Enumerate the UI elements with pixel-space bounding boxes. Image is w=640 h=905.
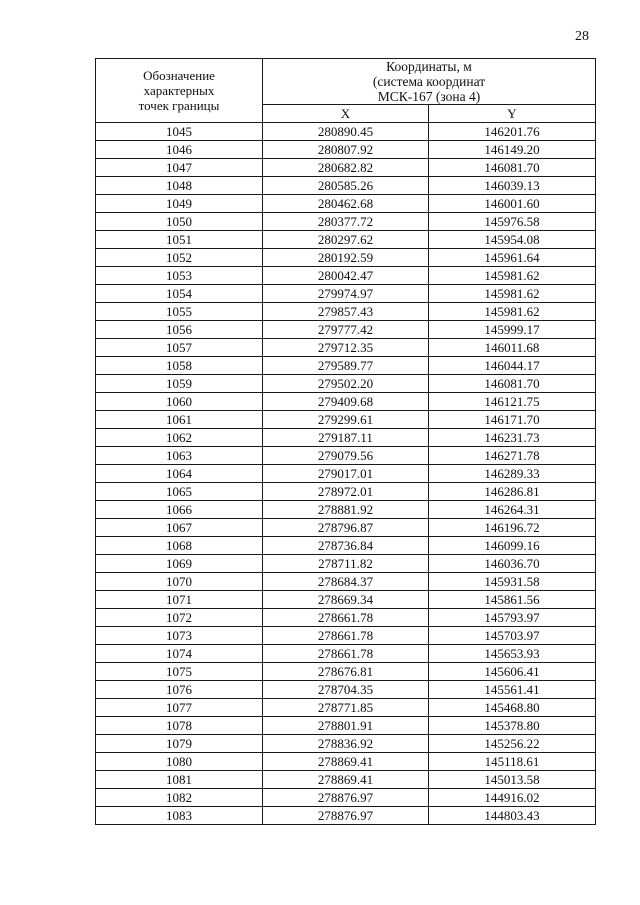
table-row	[96, 123, 596, 141]
table-row	[96, 411, 596, 429]
y-coordinate-cell: 146231.73	[429, 429, 596, 447]
x-coordinate-cell: 280682.82	[263, 159, 429, 177]
x-coordinate-cell: 279187.11	[263, 429, 429, 447]
point-id-cell: 1045	[96, 123, 263, 141]
point-id-cell: 1052	[96, 249, 263, 267]
y-coordinate-cell: 146081.70	[429, 159, 596, 177]
x-coordinate-cell: 278801.91	[263, 717, 429, 735]
table-row	[96, 699, 596, 717]
table-row	[96, 735, 596, 753]
point-id-cell: 1051	[96, 231, 263, 249]
point-id-cell: 1064	[96, 465, 263, 483]
y-coordinate-cell: 146081.70	[429, 375, 596, 393]
coordinates-header	[263, 59, 596, 105]
x-coordinate-cell: 280042.47	[263, 267, 429, 285]
point-id-cell: 1050	[96, 213, 263, 231]
point-id-cell: 1067	[96, 519, 263, 537]
table-row	[96, 177, 596, 195]
point-id-cell: 1046	[96, 141, 263, 159]
point-header-line: точек границы	[138, 98, 220, 113]
point-id-cell: 1069	[96, 555, 263, 573]
point-id-cell: 1081	[96, 771, 263, 789]
y-coordinate-cell: 145961.64	[429, 249, 596, 267]
x-column-header: X	[263, 105, 429, 123]
x-coordinate-cell: 278881.92	[263, 501, 429, 519]
x-coordinate-cell: 278972.01	[263, 483, 429, 501]
point-id-cell: 1061	[96, 411, 263, 429]
y-coordinate-cell: 146036.70	[429, 555, 596, 573]
y-coordinate-cell: 145013.58	[429, 771, 596, 789]
point-id-cell: 1079	[96, 735, 263, 753]
point-designation-header	[96, 59, 263, 123]
point-id-cell: 1063	[96, 447, 263, 465]
y-coordinate-cell: 145981.62	[429, 285, 596, 303]
y-coordinate-cell: 145468.80	[429, 699, 596, 717]
table-row	[96, 573, 596, 591]
x-coordinate-cell: 279299.61	[263, 411, 429, 429]
table-row	[96, 537, 596, 555]
coords-header-line: (система координат	[372, 74, 486, 89]
point-id-cell: 1065	[96, 483, 263, 501]
point-id-cell: 1074	[96, 645, 263, 663]
table-row	[96, 663, 596, 681]
x-coordinate-cell: 280192.59	[263, 249, 429, 267]
point-id-cell: 1059	[96, 375, 263, 393]
table-row	[96, 267, 596, 285]
y-coordinate-cell: 146121.75	[429, 393, 596, 411]
y-coordinate-cell: 145256.22	[429, 735, 596, 753]
y-coordinate-cell: 144916.02	[429, 789, 596, 807]
x-coordinate-cell: 278869.41	[263, 771, 429, 789]
point-id-cell: 1070	[96, 573, 263, 591]
y-coordinate-cell: 145999.17	[429, 321, 596, 339]
x-coordinate-cell: 279777.42	[263, 321, 429, 339]
y-coordinate-cell: 145118.61	[429, 753, 596, 771]
point-id-cell: 1078	[96, 717, 263, 735]
table-row	[96, 807, 596, 825]
x-coordinate-cell: 280297.62	[263, 231, 429, 249]
table-row	[96, 555, 596, 573]
y-coordinate-cell: 146039.13	[429, 177, 596, 195]
point-id-cell: 1055	[96, 303, 263, 321]
point-id-cell: 1048	[96, 177, 263, 195]
point-id-cell: 1072	[96, 609, 263, 627]
table-row	[96, 231, 596, 249]
x-coordinate-cell: 278711.82	[263, 555, 429, 573]
x-coordinate-cell: 279857.43	[263, 303, 429, 321]
x-coordinate-cell: 278736.84	[263, 537, 429, 555]
x-coordinate-cell: 278876.97	[263, 789, 429, 807]
table-row	[96, 447, 596, 465]
x-coordinate-cell: 279079.56	[263, 447, 429, 465]
x-coordinate-cell: 278869.41	[263, 753, 429, 771]
y-coordinate-cell: 145561.41	[429, 681, 596, 699]
table-row	[96, 519, 596, 537]
x-coordinate-cell: 278876.97	[263, 807, 429, 825]
y-coordinate-cell: 146001.60	[429, 195, 596, 213]
point-id-cell: 1056	[96, 321, 263, 339]
table-row	[96, 375, 596, 393]
y-coordinate-cell: 146011.68	[429, 339, 596, 357]
point-id-cell: 1071	[96, 591, 263, 609]
point-id-cell: 1075	[96, 663, 263, 681]
x-coordinate-cell: 279409.68	[263, 393, 429, 411]
table-row	[96, 141, 596, 159]
point-id-cell: 1062	[96, 429, 263, 447]
table-row	[96, 789, 596, 807]
y-coordinate-cell: 146099.16	[429, 537, 596, 555]
table-row	[96, 627, 596, 645]
point-id-cell: 1082	[96, 789, 263, 807]
point-header-line: характерных	[143, 83, 215, 98]
y-coordinate-cell: 145378.80	[429, 717, 596, 735]
point-id-cell: 1060	[96, 393, 263, 411]
point-id-cell: 1053	[96, 267, 263, 285]
x-coordinate-cell: 278704.35	[263, 681, 429, 699]
point-id-cell: 1057	[96, 339, 263, 357]
table-row	[96, 501, 596, 519]
table-row	[96, 717, 596, 735]
point-id-cell: 1077	[96, 699, 263, 717]
y-coordinate-cell: 146271.78	[429, 447, 596, 465]
point-id-cell: 1049	[96, 195, 263, 213]
y-coordinate-cell: 145703.97	[429, 627, 596, 645]
table-row	[96, 429, 596, 447]
table-row	[96, 339, 596, 357]
y-coordinate-cell: 146171.70	[429, 411, 596, 429]
table-row	[96, 645, 596, 663]
y-coordinate-cell: 146201.76	[429, 123, 596, 141]
point-id-cell: 1080	[96, 753, 263, 771]
y-coordinate-cell: 145954.08	[429, 231, 596, 249]
x-coordinate-cell: 279017.01	[263, 465, 429, 483]
x-coordinate-cell: 278771.85	[263, 699, 429, 717]
y-coordinate-cell: 144803.43	[429, 807, 596, 825]
table-row	[96, 285, 596, 303]
table-row	[96, 159, 596, 177]
table-row	[96, 357, 596, 375]
x-coordinate-cell: 278796.87	[263, 519, 429, 537]
x-coordinate-cell: 278684.37	[263, 573, 429, 591]
y-coordinate-cell: 145793.97	[429, 609, 596, 627]
table-body	[96, 123, 596, 825]
x-coordinate-cell: 278836.92	[263, 735, 429, 753]
x-coordinate-cell: 280890.45	[263, 123, 429, 141]
y-coordinate-cell: 146289.33	[429, 465, 596, 483]
point-header-line: Обозначение	[143, 68, 215, 83]
page-number: 28	[575, 29, 589, 44]
x-coordinate-cell: 280377.72	[263, 213, 429, 231]
y-coordinate-cell: 146264.31	[429, 501, 596, 519]
table-row	[96, 483, 596, 501]
y-coordinate-cell: 146196.72	[429, 519, 596, 537]
y-coordinate-cell: 146044.17	[429, 357, 596, 375]
point-id-cell: 1076	[96, 681, 263, 699]
x-coordinate-cell: 280807.92	[263, 141, 429, 159]
y-coordinate-cell: 145981.62	[429, 303, 596, 321]
y-coordinate-cell: 145981.62	[429, 267, 596, 285]
table-row	[96, 195, 596, 213]
x-coordinate-cell: 278669.34	[263, 591, 429, 609]
table-row	[96, 303, 596, 321]
table-row	[96, 249, 596, 267]
table-row	[96, 213, 596, 231]
table-row	[96, 591, 596, 609]
point-id-cell: 1068	[96, 537, 263, 555]
point-id-cell: 1058	[96, 357, 263, 375]
point-id-cell: 1054	[96, 285, 263, 303]
x-coordinate-cell: 279712.35	[263, 339, 429, 357]
x-coordinate-cell: 278676.81	[263, 663, 429, 681]
table-row	[96, 609, 596, 627]
x-coordinate-cell: 280462.68	[263, 195, 429, 213]
coords-header-line: Координаты, м	[386, 59, 472, 74]
point-id-cell: 1083	[96, 807, 263, 825]
y-coordinate-cell: 145976.58	[429, 213, 596, 231]
y-coordinate-cell: 146286.81	[429, 483, 596, 501]
table-header	[96, 59, 596, 123]
x-coordinate-cell: 279502.20	[263, 375, 429, 393]
y-coordinate-cell: 145931.58	[429, 573, 596, 591]
x-coordinate-cell: 278661.78	[263, 627, 429, 645]
table-row	[96, 321, 596, 339]
x-coordinate-cell: 280585.26	[263, 177, 429, 195]
table-row	[96, 771, 596, 789]
point-id-cell: 1047	[96, 159, 263, 177]
x-coordinate-cell: 278661.78	[263, 645, 429, 663]
y-column-header: Y	[429, 105, 596, 123]
y-coordinate-cell: 145606.41	[429, 663, 596, 681]
table-row	[96, 681, 596, 699]
x-coordinate-cell: 279589.77	[263, 357, 429, 375]
x-coordinate-cell: 278661.78	[263, 609, 429, 627]
y-coordinate-cell: 145861.56	[429, 591, 596, 609]
y-coordinate-cell: 146149.20	[429, 141, 596, 159]
table-row	[96, 753, 596, 771]
point-id-cell: 1073	[96, 627, 263, 645]
table-row	[96, 465, 596, 483]
y-coordinate-cell: 145653.93	[429, 645, 596, 663]
point-id-cell: 1066	[96, 501, 263, 519]
coordinates-table	[95, 58, 596, 825]
x-coordinate-cell: 279974.97	[263, 285, 429, 303]
coords-header-line: МСК-167 (зона 4)	[377, 89, 481, 104]
table-row	[96, 393, 596, 411]
